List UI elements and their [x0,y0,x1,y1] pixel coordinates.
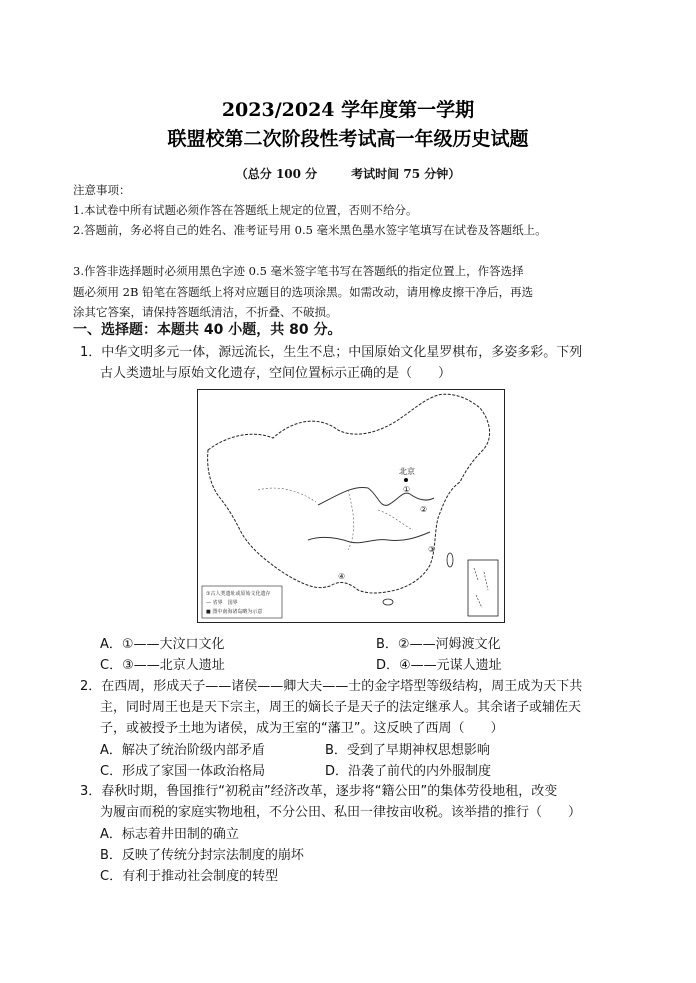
q1-option-b: B．②——河姆渡文化 [376,637,501,652]
yellow-river [318,487,434,505]
total-score: （总分 100 分 [235,167,318,181]
note-line-3b: 题必须用 2B 铅笔在答题纸上将对应题目的选项涂黑。如需改动，请用橡皮擦干净后，再选 [73,285,534,299]
q1-stem-line2: 古人类遗址与原始文化遗存，空间位置标示正确的是（ ） [100,366,452,381]
q3-stem-line1: 3．春秋时期，鲁国推行“初税亩”经济改革，逐步将“籍公田”的集体劳役地租，改变 [80,784,558,799]
hainan-island [383,599,393,605]
q1-option-a: A．①——大汶口文化 [100,637,225,652]
q3-option-b: B．反映了传统分封宗法制度的崩坏 [100,848,304,863]
q3-stem-line2: 为履亩而税的家庭实物地租，不分公田、私田一律按亩收税。该举措的推行（ ） [100,805,582,820]
beijing-marker [404,478,408,482]
exam-meta [0,165,696,182]
q2-option-d: D．沿袭了前代的内外服制度 [325,764,492,779]
note-line-1: 1.本试卷中所有试题必须作答在答题纸上规定的位置，否则不给分。 [73,203,418,217]
legend-line2: — 省界 国界 [206,600,238,606]
notes-heading: 注意事项： [73,183,131,197]
q2-stem-line1: 2．在西周，形成天子——诸侯——卿大夫——士的金字塔型等级结构，周王成为天下共 [80,679,583,694]
section-heading: 一、选择题：本题共 40 小题，共 80 分。 [73,322,342,338]
legend-line3: ■ 图中南海诸岛略为示意 [206,609,263,615]
q1-option-c: C．③——北京人遗址 [100,658,225,673]
q2-option-a: A．解决了统治阶级内部矛盾 [100,743,265,758]
legend-line1: ①古人类遗址或原始文化遗存 [206,591,271,597]
q1-option-d: D．④——元谋人遗址 [376,658,502,673]
exam-title-line1: 2023/2024 学年度第一学期 [221,99,475,121]
q2-stem-line2: 主，同时周王也是天下宗主，周王的嫡长子是天子的法定继承人。其余诸子或辅佐天 [100,700,582,715]
taiwan-island [447,553,453,567]
exam-title-line2: 联盟校第二次阶段性考试高一年级历史试题 [167,128,529,150]
yangtze-river [308,532,430,543]
china-map-svg [198,390,504,622]
marker-1: ① [403,485,411,494]
note-line-3c: 涂其它答案，请保持答题纸清洁，不折叠、不破损。 [73,305,338,319]
province-lines [258,488,413,550]
q2-stem-line3: 子，或被授予土地为诸侯，成为王室的“藩卫”。这反映了西周（ ） [100,721,504,736]
q3-option-c: C．有利于推动社会制度的转型 [100,869,279,884]
q1-stem-line1: 1．中华文明多元一体，源远流长，生生不息；中国原始文化星罗棋布，多姿多彩。下列 [80,345,583,360]
q3-option-a: A．标志着井田制的确立 [100,827,239,842]
q2-option-c: C．形成了家国一体政治格局 [100,764,266,779]
q2-option-b: B．受到了早期神权思想影响 [325,743,490,758]
marker-4: ④ [338,572,346,581]
note-line-2: 2.答题前，务必将自己的姓名、准考证号用 0.5 毫米黑色墨水签字笔填写在试卷及答题纸上。 [73,223,547,237]
note-line-3a: 3.作答非选择题时必须用黑色字迹 0.5 毫米签字笔书写在答题纸的指定位置上，作答选择 [73,264,524,278]
exam-time: 考试时间 75 分钟） [351,167,461,181]
south-sea-inset [468,560,498,616]
china-map [197,389,505,623]
marker-3: ③ [428,545,436,554]
beijing-label: 北京 [399,467,415,476]
marker-2: ② [420,505,428,514]
